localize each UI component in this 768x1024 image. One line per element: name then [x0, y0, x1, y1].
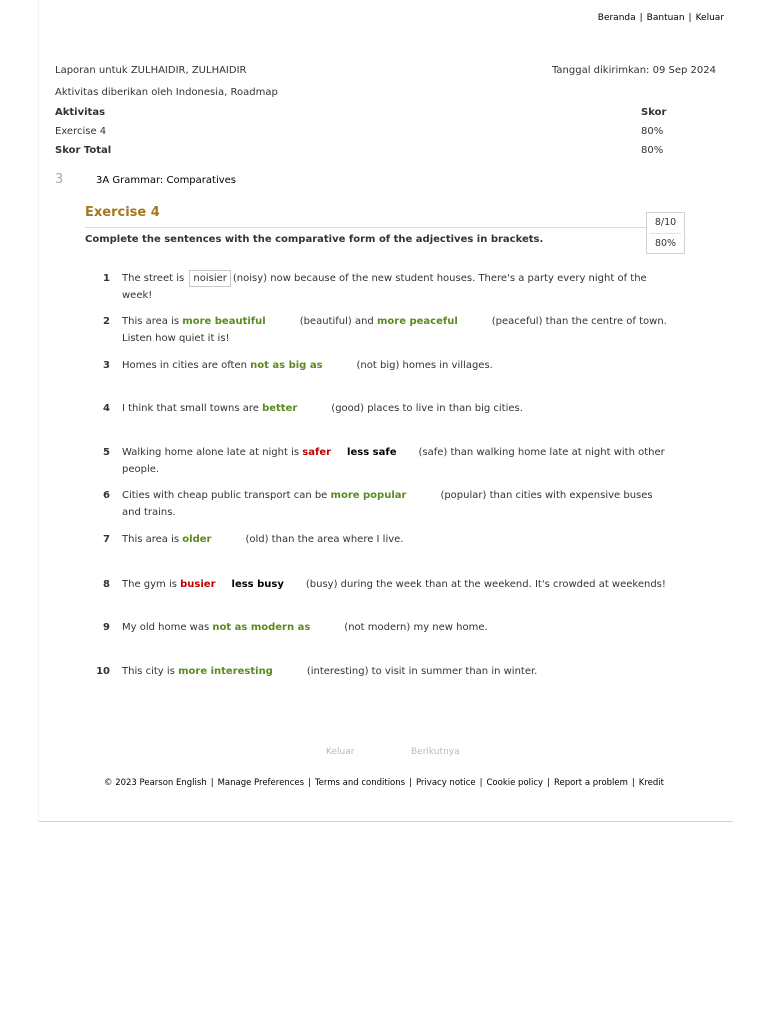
nav-separator: |: [688, 13, 692, 23]
corrected-answer: less busy: [231, 579, 284, 590]
question-post: (good) places to live in than big cities.: [331, 403, 523, 414]
correct-answer: better: [262, 403, 298, 414]
cookie-policy-link[interactable]: Cookie policy: [486, 778, 544, 788]
correct-answer: more popular: [330, 490, 407, 501]
correct-answer: more peaceful: [376, 316, 458, 327]
report-for-label: Laporan untuk ZULHAIDIR, ZULHAIDIR: [55, 65, 247, 76]
exit-button[interactable]: Keluar: [326, 747, 355, 757]
question-text: [122, 313, 672, 347]
question-post: (noisy) now because of the new student houses. There's a party every night of the week!: [122, 273, 647, 301]
question-text: [122, 400, 672, 417]
exercise-title: Exercise 4: [85, 205, 160, 220]
sent-date-label: Tanggal dikirimkan: 09 Sep 2024: [551, 65, 716, 76]
question-number: 7: [103, 534, 110, 545]
link-separator: |: [547, 778, 550, 788]
answer-field[interactable]: noisier: [189, 270, 231, 287]
copyright-text: © 2023 Pearson English: [104, 778, 207, 788]
link-separator: |: [308, 778, 311, 788]
exercise-score-box: [646, 212, 685, 254]
question-number: 8: [103, 579, 110, 590]
nav-logout-link[interactable]: Keluar: [695, 13, 724, 23]
nav-home-link[interactable]: Beranda: [597, 13, 636, 23]
question-pre: The gym is: [122, 579, 177, 590]
question-pre: My old home was: [122, 622, 210, 633]
question-number: 5: [103, 447, 110, 458]
top-navigation: [598, 13, 724, 23]
nav-help-link[interactable]: Bantuan: [646, 13, 685, 23]
question-post: (popular) than cities with expensive buses and trains.: [122, 490, 653, 518]
link-separator: |: [409, 778, 412, 788]
question-pre: I think that small towns are: [122, 403, 259, 414]
question-pre: This area is: [122, 534, 180, 545]
unit-number: 3: [55, 172, 64, 187]
question-pre: Homes in cities are often: [122, 360, 247, 371]
correct-answer: not as modern as: [212, 622, 311, 633]
question-post: (not modern) my new home.: [344, 622, 488, 633]
total-value: 80%: [641, 145, 664, 156]
credit-link[interactable]: Kredit: [638, 778, 664, 788]
question-text: [122, 531, 672, 548]
total-label: Skor Total: [55, 145, 112, 156]
question-post: (busy) during the week than at the weekend. It's crowded at weekends!: [305, 579, 666, 590]
question-post: (not big) homes in villages.: [356, 360, 493, 371]
question-number: 3: [103, 360, 110, 371]
given-by-label: Aktivitas diberikan oleh Indonesia, Roadmap: [55, 87, 278, 98]
question-pre: This city is: [122, 666, 175, 677]
wrong-answer: busier: [180, 579, 216, 590]
corrected-answer: less safe: [347, 447, 397, 458]
next-button[interactable]: Berikutnya: [411, 747, 460, 757]
question-post: (old) than the area where I live.: [245, 534, 404, 545]
link-separator: |: [479, 778, 483, 788]
activity-score: 80%: [641, 126, 664, 137]
unit-title: 3A Grammar: Comparatives: [96, 175, 236, 186]
question-number: 1: [103, 273, 110, 284]
question-post: (interesting) to visit in summer than in winter.: [306, 666, 538, 677]
question-text: [122, 444, 672, 478]
score-fraction: 8/10: [650, 213, 681, 234]
score-percent: 80%: [654, 238, 677, 249]
score-total-row: [55, 145, 673, 164]
exercise-divider: [85, 227, 685, 228]
link-separator: |: [210, 778, 214, 788]
footer-links: [0, 778, 768, 788]
score-table-row: [55, 126, 673, 145]
question-text: [122, 357, 672, 374]
terms-link[interactable]: Terms and conditions: [314, 778, 406, 788]
question-text: [122, 576, 672, 593]
link-separator: |: [631, 778, 635, 788]
question-post: (peaceful) than the centre of town. Listen how quiet it is!: [122, 316, 667, 344]
report-problem-link[interactable]: Report a problem: [553, 778, 628, 788]
question-text: [122, 619, 672, 636]
question-number: 2: [103, 316, 110, 327]
question-text: [122, 270, 672, 304]
question-number: 10: [96, 666, 110, 677]
question-pre: Cities with cheap public transport can be: [122, 490, 328, 501]
correct-answer: not as big as: [250, 360, 323, 371]
question-mid: (beautiful) and: [299, 316, 374, 327]
score-table: [55, 107, 673, 164]
question-text: [122, 663, 672, 680]
question-text: [122, 487, 672, 521]
wrong-answer: safer: [302, 447, 332, 458]
correct-answer: older: [182, 534, 212, 545]
question-number: 4: [103, 403, 110, 414]
score-table-header: [55, 107, 673, 126]
question-pre: The street is: [122, 273, 185, 284]
correct-answer: more beautiful: [182, 316, 266, 327]
exercise-instruction: Complete the sentences with the comparative form of the adjectives in brackets.: [85, 234, 544, 245]
question-number: 9: [103, 622, 110, 633]
question-number: 6: [103, 490, 110, 501]
question-pre: This area is: [122, 316, 180, 327]
nav-separator: |: [639, 13, 643, 23]
privacy-link[interactable]: Privacy notice: [415, 778, 476, 788]
activity-header: Aktivitas: [55, 107, 106, 118]
question-post: (safe) than walking home late at night with other people.: [122, 447, 665, 475]
question-pre: Walking home alone late at night is: [122, 447, 300, 458]
manage-preferences-link[interactable]: Manage Preferences: [217, 778, 305, 788]
score-header: Skor: [641, 107, 667, 118]
correct-answer: more interesting: [178, 666, 273, 677]
activity-name: Exercise 4: [55, 126, 107, 137]
